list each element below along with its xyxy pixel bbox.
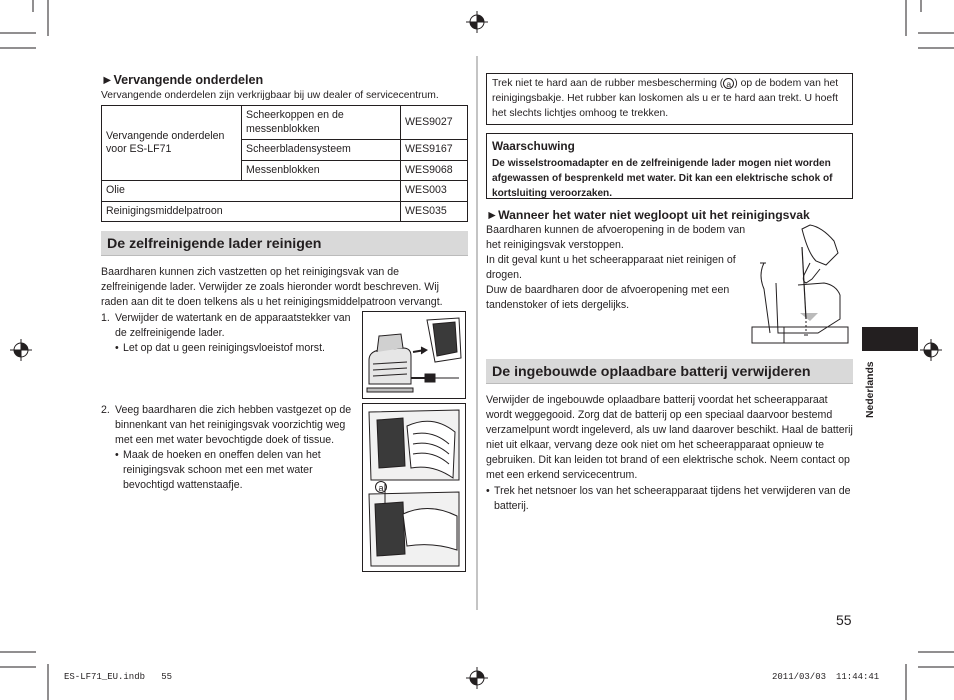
parts-group-label: Vervangende onderdelen voor ES-LF71	[102, 106, 242, 181]
note-text-before: Trek niet te hard aan de rubber mesbescherming (	[492, 78, 724, 89]
part-code: WES9027	[401, 106, 468, 140]
part-code: WES9068	[401, 160, 468, 181]
part-name: Olie	[102, 181, 401, 202]
step-number: 2.	[101, 404, 110, 416]
section-title-cleaning: De zelfreinigende lader reinigen	[101, 231, 468, 256]
step-2: 2. Veeg baardharen die zich hebben vastgezet op de binnenkant van het reinigingsvak voorzichtig weg met een met water bevochtigde doek of tissue. • Maak de hoeken en oneffen delen van het reinigingsvak schoon met een met water bevochtigd wattenstaafje.	[101, 404, 352, 492]
language-tab-marker	[862, 327, 918, 351]
section-intro: Baardharen kunnen zich vastzetten op het reinigingsvak van de zelfreinigende lader. Verwijder ze zoals hieronder wordt beschreven. Wij raden aan dit te doen telkens als u het reinigingsmiddelpatroon vervangt.	[101, 266, 443, 309]
section-title-battery: De ingebouwde oplaadbare batterij verwijderen	[486, 359, 853, 384]
battery-bullet-item: • Trek het netsnoer los van het scheerapparaat tijdens het verwijderen van de batterij.	[486, 485, 851, 513]
step-bullet: Let op dat u geen reinigingsvloeistof morst.	[123, 342, 325, 355]
page-number: 55	[836, 612, 852, 628]
part-code: WES9167	[401, 140, 468, 161]
language-tab-label: Nederlands	[865, 361, 876, 418]
callout-a: a	[375, 481, 387, 493]
step-bullet: Maak de hoeken en oneffen delen van het reinigingsvak schoon met een met water bevochtigd wattenstaafje.	[123, 449, 321, 492]
warning-box	[486, 133, 853, 199]
drain-heading: ►Wanneer het water niet wegloopt uit het reinigingsvak	[486, 208, 810, 222]
part-name: Reinigingsmiddelpatroon	[102, 201, 401, 222]
note-text-after: ) op de bodem van het reinigingsbakje. Het rubber kan loskomen als u er te hard aan trekt. U hoeft het slechts lichtjes omhoog te trekken.	[492, 78, 839, 119]
step-text: Verwijder de watertank en de apparaatstekker van de zelfreinigende lader.	[115, 312, 351, 340]
charger-tank-illustration	[362, 311, 466, 399]
note-letter-a: a	[723, 78, 734, 89]
parts-heading: ►Vervangende onderdelen	[101, 73, 264, 87]
part-name: Scheerkoppen en de messenblokken	[242, 106, 401, 140]
drain-text-1: Baardharen kunnen de afvoeropening in de bodem van het reinigingsvak verstoppen.	[486, 224, 746, 252]
note-box	[486, 73, 853, 125]
footer-date: 2011/03/03	[772, 672, 827, 682]
step-number: 1.	[101, 312, 110, 324]
part-name: Messenblokken	[242, 160, 401, 181]
drain-text-3: Duw de baardharen door de afvoeropening met een tandenstoker of iets dergelijks.	[486, 284, 730, 312]
step-text: Veeg baardharen die zich hebben vastgezet op de binnenkant van het reinigingsvak voorzichtig weg met een met water bevochtigde doek of tissue.	[115, 404, 352, 447]
drain-text-2: In dit geval kunt u het scheerapparaat niet reinigen of drogen.	[486, 254, 736, 282]
footer-time: 11:44:41	[836, 672, 880, 682]
part-code: WES003	[401, 181, 468, 202]
warning-title: Waarschuwing	[492, 139, 575, 153]
battery-text: Verwijder de ingebouwde oplaadbare batterij voordat het scheerapparaat wordt weggegooid. Zorg dat de batterij op een speciaal daarvoor bestemd verzamelpunt wordt ingeleverd, als uw land daarover beschikt. Haal de batterij niet uit elkaar, vervang deze ook niet om het scheerapparaat opnieuw te gebruiken. Dit kan leiden tot brand of een elektrische schok. Neem contact op met een erkend servicecentrum.	[486, 394, 853, 482]
toothpick-illustration	[748, 223, 854, 345]
battery-bullet: Trek het netsnoer los van het scheerapparaat tijdens het verwijderen van de batterij.	[494, 485, 851, 513]
footer-filename: ES-LF71_EU.indb 55	[64, 672, 173, 682]
parts-table	[101, 105, 468, 222]
part-name: Scheerbladensysteem	[242, 140, 401, 161]
step-1: 1. Verwijder de watertank en de apparaatstekker van de zelfreinigende lader. • Let op dat u geen reinigingsvloeistof morst.	[101, 312, 351, 355]
drain-body	[486, 223, 748, 313]
part-code: WES035	[401, 201, 468, 222]
parts-intro: Vervangende onderdelen zijn verkrijgbaar bij uw dealer of servicecentrum.	[101, 90, 439, 101]
warning-text: De wisselstroomadapter en de zelfreinigende lader mogen niet worden afgewassen of besprenkeld met water. Dit kan een elektrische schok of kortsluiting veroorzaken.	[492, 157, 833, 200]
